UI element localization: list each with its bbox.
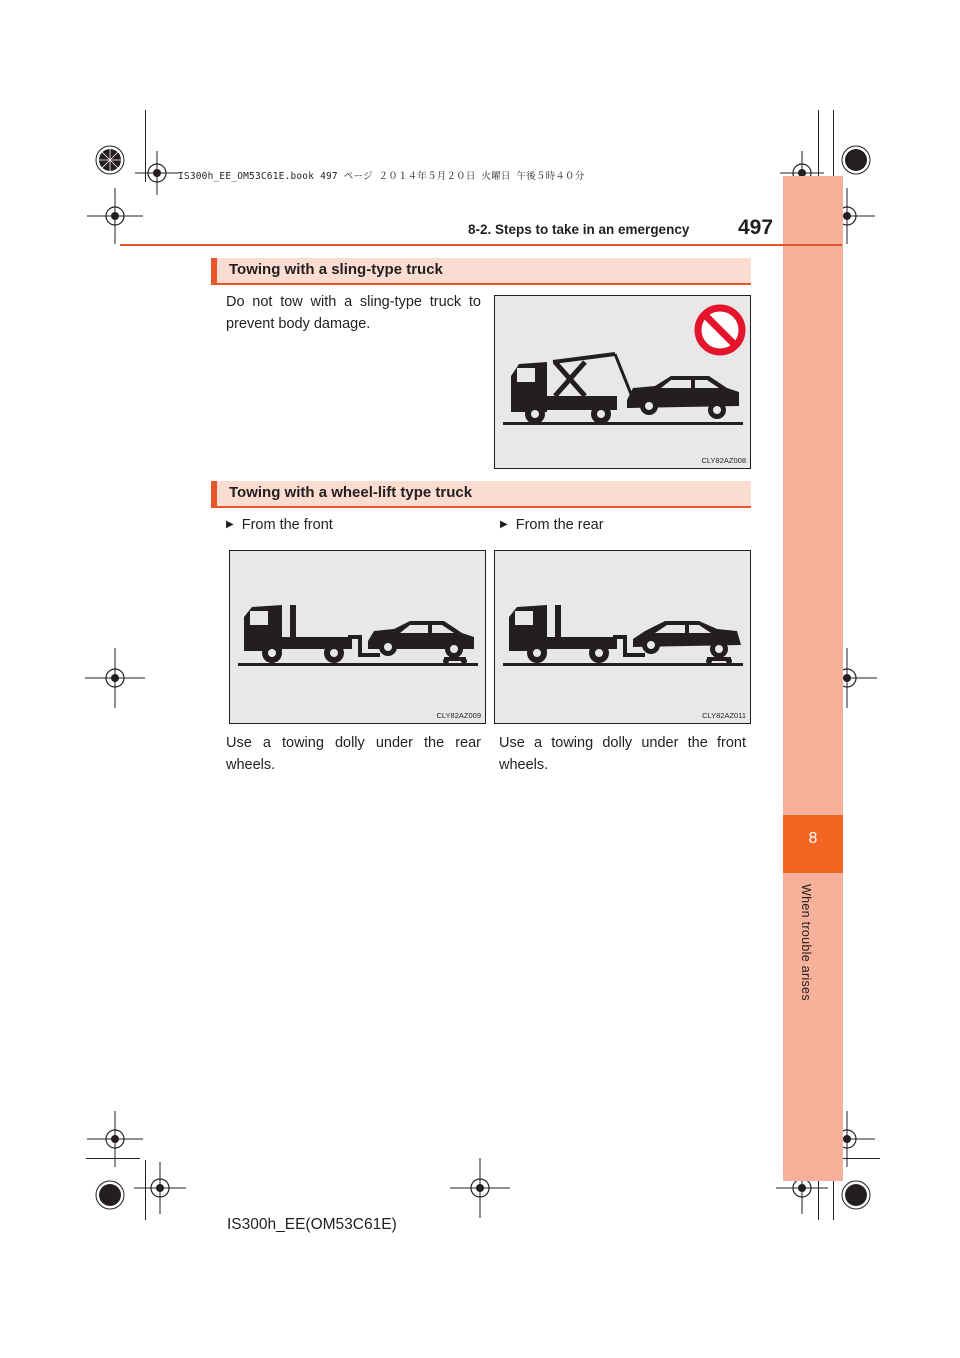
crop-line: [145, 1160, 146, 1220]
section-heading-sling: [211, 258, 751, 285]
sling-truck-figure: [494, 295, 751, 469]
header-rule: [120, 244, 842, 246]
figure-code: CLY82AZ009: [436, 711, 481, 720]
crop-line: [833, 110, 834, 182]
from-rear-label: [500, 517, 604, 533]
crop-line: [145, 110, 146, 182]
from-front-label: [226, 517, 333, 533]
crop-line: [818, 110, 819, 182]
section-heading-wheel-lift: [211, 481, 751, 508]
rear-tow-figure: [494, 550, 751, 724]
crop-line: [86, 1158, 140, 1159]
section-title: 8-2. Steps to take in an emergency: [468, 222, 690, 237]
figure-code: CLY82AZ011: [702, 711, 746, 720]
from-front-text: From the front: [241, 517, 333, 533]
book-header: IS300h_EE_OM53C61E.book 497 ページ ２０１４年５月２０日 火曜日 午後５時４０分: [178, 171, 585, 182]
registration-mark-icon: [130, 1158, 190, 1218]
chapter-label: When trouble arises: [799, 884, 813, 1001]
chapter-side-tab: [783, 176, 843, 1181]
chapter-number: 8: [808, 830, 818, 847]
registration-mark-icon: [450, 1158, 510, 1218]
from-rear-text: From the rear: [515, 517, 604, 533]
prohibited-icon: [698, 308, 742, 352]
front-tow-illustration: [230, 551, 485, 723]
triangle-bullet-icon: ▶: [500, 519, 508, 530]
model-code: IS300h_EE(OM53C61E): [227, 1216, 397, 1233]
page-number: 497: [738, 216, 774, 239]
registration-mark-icon: [85, 648, 145, 708]
front-tow-figure: [229, 550, 486, 724]
rear-tow-illustration: [495, 551, 750, 723]
section-heading-text: Towing with a sling-type truck: [229, 261, 443, 278]
rear-caption: Use a towing dolly under the front wheels.: [499, 735, 746, 773]
triangle-bullet-icon: ▶: [226, 519, 234, 530]
front-caption: Use a towing dolly under the rear wheels.: [226, 735, 481, 773]
registration-mark-icon: [85, 186, 145, 246]
sling-truck-illustration: [495, 296, 750, 468]
section-heading-text: Towing with a wheel-lift type truck: [229, 484, 473, 501]
sling-description: Do not tow with a sling-type truck to prevent body damage.: [226, 294, 481, 332]
figure-code: CLY82AZ008: [701, 456, 746, 465]
